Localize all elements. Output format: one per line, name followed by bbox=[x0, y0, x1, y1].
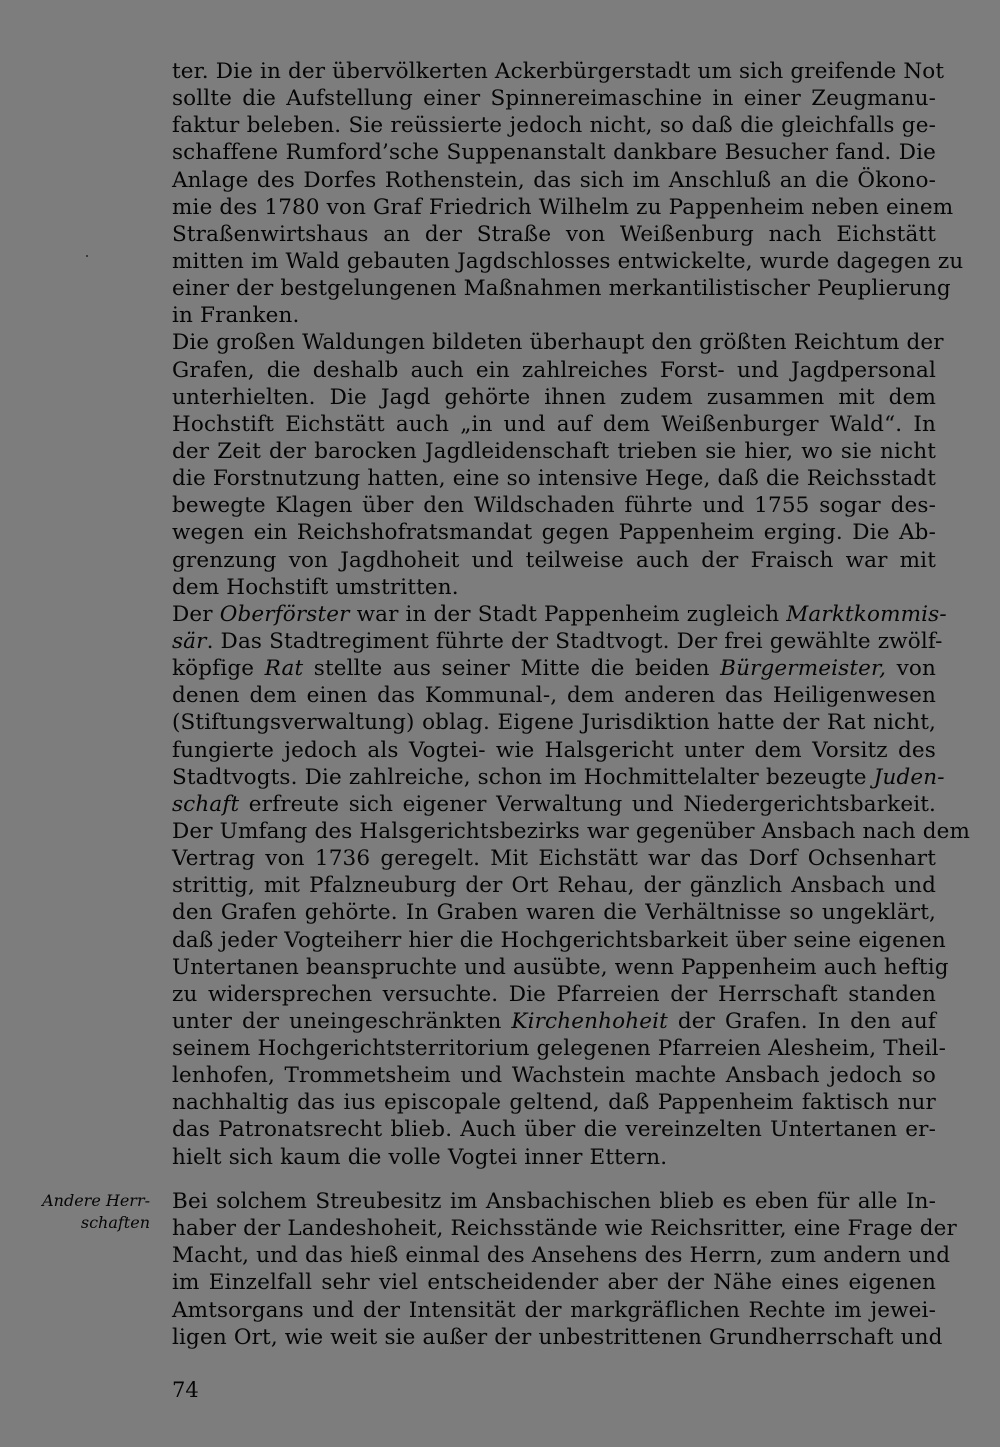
text-line bbox=[172, 737, 936, 764]
text-line bbox=[172, 1269, 936, 1296]
text-segment: Die großen Waldungen bildeten überhaupt den größten Reichtum der bbox=[172, 330, 944, 356]
main-body-text bbox=[172, 58, 971, 1171]
page-number: 74 bbox=[172, 1378, 199, 1402]
text-segment: . Das Stadtregiment führte der Stadtvogt. Der frei gewählte zwölf- bbox=[206, 628, 943, 654]
text-line bbox=[172, 1089, 936, 1116]
italic-term: schaft bbox=[172, 791, 240, 817]
text-segment: im Einzelfall sehr viel entscheidender aber der Nähe eines eigenen bbox=[172, 1270, 936, 1296]
text-line bbox=[172, 139, 936, 166]
text-segment: stellte aus seiner Mitte die beiden bbox=[303, 656, 721, 682]
text-line bbox=[172, 981, 936, 1008]
text-segment: denen dem einen das Kommunal-, dem anderen das Heiligenwesen bbox=[172, 683, 936, 709]
text-line bbox=[172, 85, 936, 112]
text-line bbox=[172, 1188, 936, 1215]
text-segment: unter der uneingeschränkten bbox=[172, 1008, 512, 1034]
text-segment: fungierte jedoch als Vogtei- wie Halsgericht unter dem Vorsitz des bbox=[172, 737, 936, 763]
text-line bbox=[172, 384, 936, 411]
text-line bbox=[172, 818, 971, 845]
text-line bbox=[172, 221, 936, 248]
text-segment: die Forstnutzung hatten, eine so intensive Hege, daß die Reichsstadt bbox=[172, 466, 936, 492]
text-segment: ligen Ort, wie weit sie außer der unbestrittenen Grundherrschaft und bbox=[172, 1324, 943, 1350]
text-line bbox=[172, 302, 936, 329]
text-segment: ter. Die in der übervölkerten Ackerbürgerstadt um sich greifende Not bbox=[172, 59, 945, 84]
text-line bbox=[172, 601, 947, 628]
text-line bbox=[172, 764, 945, 791]
text-line bbox=[172, 1144, 936, 1171]
text-segment: Amtsorgans und der Intensität der markgräflichen Rechte im jewei- bbox=[172, 1297, 936, 1323]
text-line bbox=[172, 655, 936, 682]
text-line bbox=[172, 845, 936, 872]
text-segment: Anlage des Dorfes Rothenstein, das sich im Anschluß an die Ökono- bbox=[172, 167, 936, 193]
text-segment: Bei solchem Streubesitz im Ansbachischen blieb es eben für alle In- bbox=[172, 1189, 936, 1214]
text-line bbox=[172, 954, 949, 981]
text-segment: schaffene Rumford’sche Suppenanstalt dankbare Besucher fand. Die bbox=[172, 140, 936, 166]
text-segment: unterhielten. Die Jagd gehörte ihnen zudem zusammen mit dem bbox=[172, 384, 936, 410]
text-segment: bewegte Klagen über den Wildschaden führte und 1755 sogar des- bbox=[172, 493, 936, 519]
text-line bbox=[172, 58, 945, 85]
text-line bbox=[172, 574, 936, 601]
italic-term: Marktkommis- bbox=[786, 601, 947, 627]
text-segment: faktur beleben. Sie reüssierte jedoch nicht, so daß die gleichfalls ge- bbox=[172, 113, 936, 139]
text-segment: Der Umfang des Halsgerichtsbezirks war gegenüber Ansbach nach dem bbox=[172, 818, 971, 844]
italic-term: Bürgermeister, bbox=[720, 656, 887, 682]
text-line bbox=[172, 411, 936, 438]
text-line bbox=[172, 1062, 936, 1089]
text-line bbox=[172, 1116, 936, 1143]
text-line bbox=[172, 1324, 943, 1351]
text-line bbox=[172, 547, 936, 574]
text-segment: war in der Stadt Pappenheim zugleich bbox=[349, 601, 787, 627]
text-segment: Grafen, die deshalb auch ein zahlreiches Forst- und Jagdpersonal bbox=[172, 357, 936, 383]
text-segment: dem Hochstift umstritten. bbox=[172, 574, 459, 600]
text-line bbox=[172, 248, 964, 275]
text-line bbox=[172, 112, 936, 139]
text-segment: nachhaltig das ius episcopale geltend, daß Pappenheim faktisch nur bbox=[172, 1090, 936, 1116]
text-segment: in Franken. bbox=[172, 303, 300, 329]
text-line bbox=[172, 791, 936, 818]
margin-note-line-2: schaften bbox=[80, 1213, 150, 1232]
italic-term: sär bbox=[172, 628, 207, 654]
text-segment: einer der bestgelungenen Maßnahmen merkantilistischer Peuplierung bbox=[172, 276, 951, 302]
text-segment: Untertanen beanspruchte und ausübte, wenn Pappenheim auch heftig bbox=[172, 954, 949, 980]
margin-note-line-1: Andere Herr- bbox=[42, 1191, 150, 1210]
scan-speck bbox=[86, 255, 88, 257]
text-segment: (Stiftungsverwaltung) oblag. Eigene Jurisdiktion hatte der Rat nicht, bbox=[172, 710, 936, 736]
text-line bbox=[172, 1215, 957, 1242]
text-segment: das Patronatsrecht blieb. Auch über die vereinzelten Untertanen er- bbox=[172, 1117, 936, 1143]
text-segment: seinem Hochgerichtsterritorium gelegenen Pfarreien Alesheim, Theil- bbox=[172, 1036, 947, 1062]
text-segment: wegen ein Reichshofratsmandat gegen Pappenheim erging. Die Ab- bbox=[172, 520, 936, 546]
text-segment: Macht, und das hieß einmal des Ansehens des Herrn, zum andern und bbox=[172, 1243, 951, 1269]
text-segment: grenzung von Jagdhoheit und teilweise auch der Fraisch war mit bbox=[172, 547, 936, 573]
text-line bbox=[172, 357, 936, 384]
text-line bbox=[172, 1242, 951, 1269]
text-line bbox=[172, 1297, 936, 1324]
text-segment: sollte die Aufstellung einer Spinnereimaschine in einer Zeugmanu- bbox=[172, 86, 936, 112]
italic-term: Kirchenhoheit bbox=[511, 1008, 668, 1034]
text-line bbox=[172, 519, 936, 546]
text-segment: daß jeder Vogteiherr hier die Hochgerichtsbarkeit über seine eigenen bbox=[172, 927, 946, 953]
text-segment: köpfige bbox=[172, 656, 265, 682]
italic-term: Oberförster bbox=[219, 601, 350, 627]
text-line bbox=[172, 682, 936, 709]
text-segment: mitten im Wald gebauten Jagdschlosses entwickelte, wurde dagegen zu bbox=[172, 248, 964, 274]
text-segment: mie des 1780 von Graf Friedrich Wilhelm zu Pappenheim neben einem bbox=[172, 194, 954, 220]
text-segment: strittig, mit Pfalzneuburg der Ort Rehau, der gänzlich Ansbach und bbox=[172, 873, 936, 899]
text-line bbox=[172, 628, 943, 655]
text-line bbox=[172, 194, 954, 221]
section-andere-herrschaften-text bbox=[172, 1188, 957, 1351]
text-segment: lenhofen, Trommetsheim und Wachstein machte Ansbach jedoch so bbox=[172, 1063, 936, 1089]
text-segment: haber der Landeshoheit, Reichsstände wie Reichsritter, eine Frage der bbox=[172, 1216, 957, 1242]
text-line bbox=[172, 927, 946, 954]
text-line bbox=[172, 899, 936, 926]
text-line bbox=[172, 492, 936, 519]
text-segment: Straßenwirtshaus an der Straße von Weißenburg nach Eichstätt bbox=[172, 221, 936, 247]
text-segment: der Grafen. In den auf bbox=[667, 1008, 936, 1034]
text-segment: erfreute sich eigener Verwaltung und Niedergerichtsbarkeit. bbox=[239, 791, 936, 817]
margin-note bbox=[20, 1190, 150, 1234]
italic-term: Juden- bbox=[873, 764, 945, 790]
text-line bbox=[172, 1035, 947, 1062]
text-line bbox=[172, 872, 936, 899]
text-line bbox=[172, 275, 951, 302]
text-line bbox=[172, 329, 944, 356]
italic-term: Rat bbox=[264, 656, 304, 682]
text-segment: zu widersprechen versuchte. Die Pfarreien der Herrschaft standen bbox=[172, 981, 936, 1007]
text-segment: hielt sich kaum die volle Vogtei inner Ettern. bbox=[172, 1144, 668, 1170]
text-segment: Stadtvogts. Die zahlreiche, schon im Hochmittelalter bezeugte bbox=[172, 764, 874, 790]
text-segment: Der bbox=[172, 601, 220, 627]
text-segment: Hochstift Eichstätt auch „in und auf dem Weißenburger Wald“. In bbox=[172, 411, 936, 437]
text-line bbox=[172, 167, 936, 194]
text-segment: von bbox=[886, 656, 936, 682]
text-line bbox=[172, 709, 936, 736]
text-line bbox=[172, 1008, 936, 1035]
text-segment: den Grafen gehörte. In Graben waren die Verhältnisse so ungeklärt, bbox=[172, 900, 936, 926]
text-line bbox=[172, 438, 936, 465]
text-segment: der Zeit der barocken Jagdleidenschaft trieben sie hier, wo sie nicht bbox=[172, 438, 936, 464]
text-segment: Vertrag von 1736 geregelt. Mit Eichstätt war das Dorf Ochsenhart bbox=[172, 846, 936, 872]
text-line bbox=[172, 465, 936, 492]
